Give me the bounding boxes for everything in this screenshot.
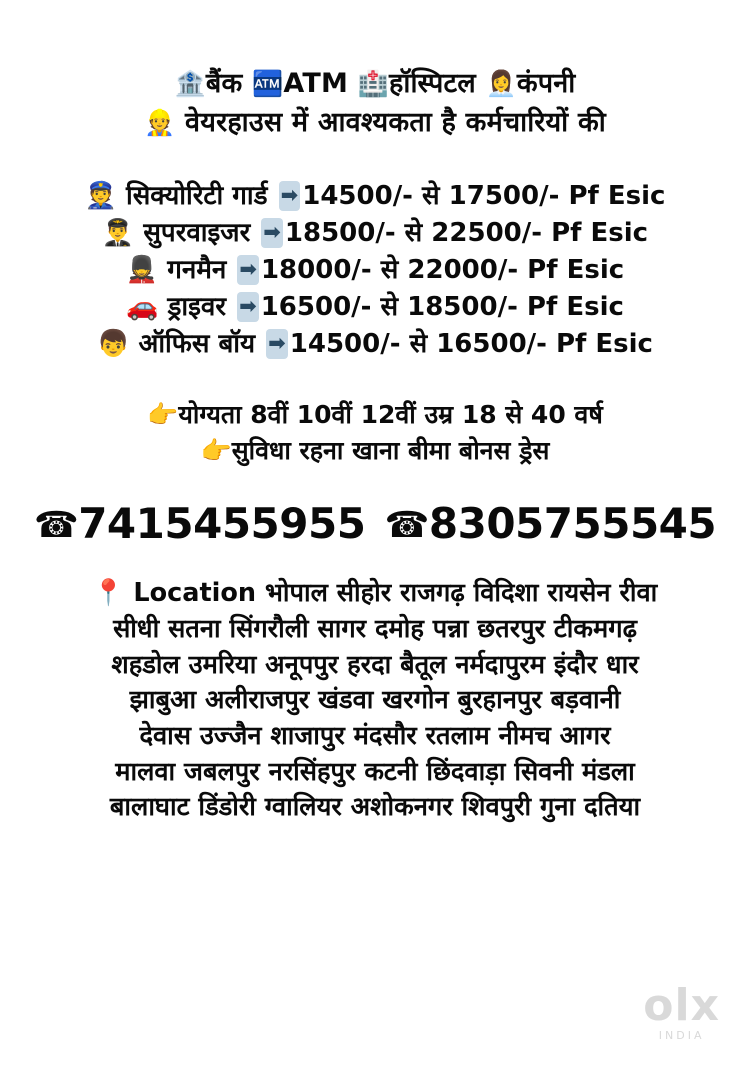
pointing-hand-icon: 👉 [147, 399, 179, 429]
security-guard-icon: 👮 [84, 181, 117, 212]
company-icon: 👩‍💼 [485, 69, 517, 98]
office-boy-icon: 👦 [97, 328, 130, 359]
pointing-hand-icon: 👉 [200, 435, 232, 465]
eligibility-block [18, 397, 732, 470]
header-label-hospital: हॉस्पिटल [388, 68, 476, 99]
watermark-subtext: INDIA [658, 1029, 705, 1042]
job-row [18, 178, 732, 215]
driver-car-icon: 🚗 [126, 291, 159, 322]
job-salary: 14500/- से 16500/- Pf Esic [289, 328, 653, 359]
phone-number-1[interactable] [34, 499, 366, 548]
eligibility-line [18, 397, 732, 433]
job-row [18, 289, 732, 326]
location-cities-line: मालवा जबलपुर नरसिंहपुर कटनी छिंदवाड़ा सिवनी मंडला [115, 756, 635, 787]
phone-number-2[interactable] [385, 499, 717, 548]
arrow-right-icon: ➡ [261, 218, 283, 248]
poster-page [0, 66, 750, 1066]
job-title: ऑफिस बॉय [138, 328, 256, 359]
job-salary: 16500/- से 18500/- Pf Esic [260, 291, 624, 322]
location-cities-line: बालाघाट डिंडोरी ग्वालियर अशोकनगर शिवपुरी गुना दतिया [109, 792, 641, 823]
header-label-bank: बैंक [205, 68, 243, 99]
arrow-right-icon: ➡ [279, 181, 301, 211]
telephone-icon: ☎ [384, 505, 429, 547]
location-cities-line: शहडोल उमरिया अनूपपुर हरदा बैतूल नर्मदापुरम इंदौर धार [111, 649, 639, 680]
phone-digits: 7415455955 [78, 499, 366, 549]
contact-numbers [18, 499, 732, 548]
eligibility-text: योग्यता 8वीं 10वीं 12वीं उम्र 18 से 40 वर्ष [178, 399, 603, 429]
watermark [643, 980, 720, 1042]
hospital-icon: 🏥 [357, 69, 389, 98]
supervisor-icon: 👨‍✈️ [101, 218, 135, 249]
job-row [18, 215, 732, 252]
gunman-icon: 💂 [125, 255, 159, 285]
arrow-right-icon: ➡ [266, 329, 288, 359]
header-line-warehouse [18, 105, 732, 140]
location-label: Location [133, 578, 257, 609]
telephone-icon: ☎ [33, 505, 79, 547]
header-label-company: कंपनी [516, 68, 576, 99]
job-row [18, 326, 732, 363]
phone-digits: 8305755545 [428, 499, 717, 549]
header-label-atm: ATM [283, 68, 349, 99]
job-salary: 14500/- से 17500/- Pf Esic [302, 181, 666, 212]
header-warehouse-text: वेयरहाउस में आवश्यकता है कर्मचारियों की [185, 107, 606, 139]
atm-icon: 🏧 [252, 69, 284, 98]
job-salary: 18500/- से 22500/- Pf Esic [284, 218, 649, 249]
location-cities-line: देवास उज्जैन शाजापुर मंदसौर रतलाम नीमच आगर [139, 720, 611, 751]
location-pin-icon: 📍 [92, 578, 125, 609]
arrow-right-icon: ➡ [237, 255, 259, 285]
location-first-line [18, 576, 732, 612]
job-salary: 18000/- से 22000/- Pf Esic [260, 255, 625, 285]
job-title: गनमैन [167, 255, 227, 285]
job-title: सिक्योरिटी गार्ड [125, 181, 268, 212]
job-title: सुपरवाइजर [143, 218, 251, 249]
location-cities-line: सीधी सतना सिंगरौली सागर दमोह पन्ना छतरपुर टीकमगढ़ [113, 613, 637, 644]
location-cities-line: झाबुआ अलीराजपुर खंडवा खरगोन बुरहानपुर बड़वानी [129, 685, 621, 716]
job-title: ड्राइवर [167, 291, 227, 322]
facilities-text: सुविधा रहना खाना बीमा बोनस ड्रेस [231, 435, 550, 465]
arrow-right-icon: ➡ [237, 292, 259, 322]
watermark-logo: olx [643, 980, 720, 1032]
location-cities-line: भोपाल सीहोर राजगढ़ विदिशा रायसेन रीवा [264, 578, 658, 609]
header-block [18, 66, 732, 140]
header-line-categories [18, 66, 732, 101]
facilities-line [18, 433, 732, 469]
job-list [18, 178, 732, 363]
location-block [18, 576, 732, 826]
warehouse-worker-icon: 👷 [144, 108, 176, 138]
job-row [18, 252, 732, 289]
bank-icon: 🏦 [174, 69, 206, 98]
